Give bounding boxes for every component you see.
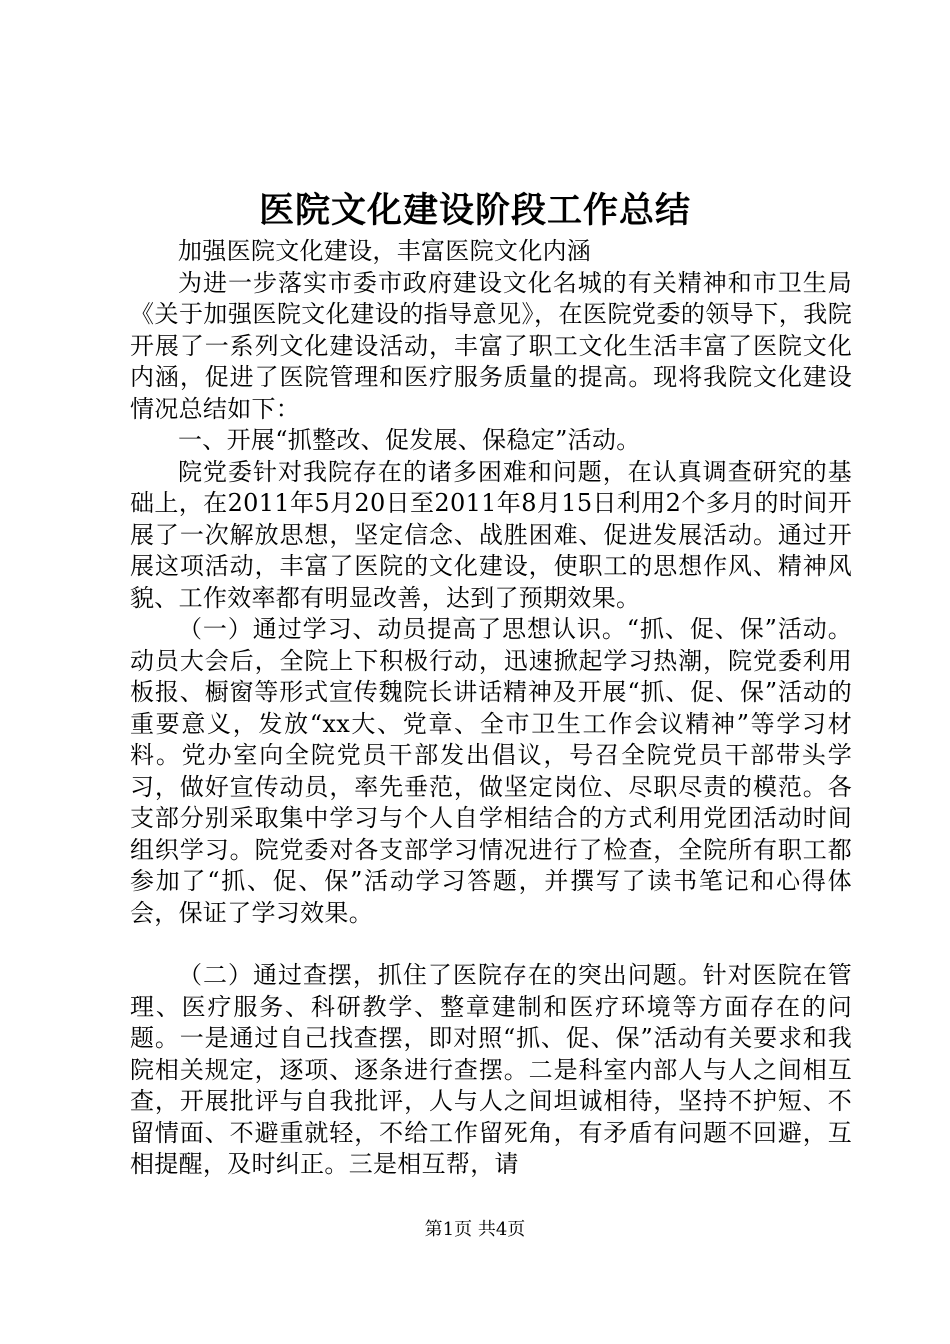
document-title: 医院文化建设阶段工作总结 [258,190,691,231]
paragraph-subtitle: 加强医院文化建设，丰富医院文化内涵 [178,237,592,265]
paragraph-intro: 为进一步落实市委市政府建设文化名城的有关精神和市卫生局《关于加强医院文化建设的指导意见》，在医院党委的领导下，我院开展了一系列文化建设活动，丰富了职工文化生活丰富了医院文化内涵，促进了医院管理和医疗服务质量的提高。现将我院文化建设情况总结如下： [130,268,852,423]
paragraph-study: （一）通过学习、动员提高了思想认识。“抓、促、保”活动。动员大会后，全院上下积极行动，迅速掀起学习热潮，院党委利用板报、橱窗等形式宣传魏院长讲话精神及开展“抓、促、保”活动的重要意义，发放“xx大、党章、全市卫生工作会议精神”等学习材料。党办室向全院党员干部发出倡议，号召全院党员干部带头学习，做好宣传动员，率先垂范，做坚定岗位、尽职尽责的模范。各支部分别采取集中学习与个人自学相结合的方式利用党团活动时间组织学习。院党委对各支部学习情况进行了检查，全院所有职工都参加了“抓、促、保”活动学习答题，并撰写了读书笔记和心得体会，保证了学习效果。 [130,615,852,927]
paragraph-inspection: （二）通过查摆，抓住了医院存在的突出问题。针对医院在管理、医疗服务、科研教学、整章建制和医疗环境等方面存在的问题。一是通过自己找查摆，即对照“抓、促、保”活动有关要求和我院相关规定，逐项、逐条进行查摆。二是科室内部人与人之间相互查，开展批评与自我批评，人与人之间坦诚相待，坚持不护短、不留情面、不避重就轻，不给工作留死角，有矛盾有问题不回避，互相提醒，及时纠正。三是相互帮，请 [130,961,852,1178]
paragraph-background: 院党委针对我院存在的诸多困难和问题，在认真调查研究的基础上，在2011年5月20日至2011年8月15日利用2个多月的时间开展了一次解放思想，坚定信念、战胜困难、促进发展活动。通过开展这项活动，丰富了医院的文化建设，使职工的思想作风、精神风貌、工作效率都有明显改善，达到了预期效果。 [130,457,852,612]
section-heading: 一、开展“抓整改、促发展、保稳定”活动。 [178,426,641,454]
page-indicator: 第1页 共4页 [424,1219,526,1240]
document-body [130,236,852,1181]
